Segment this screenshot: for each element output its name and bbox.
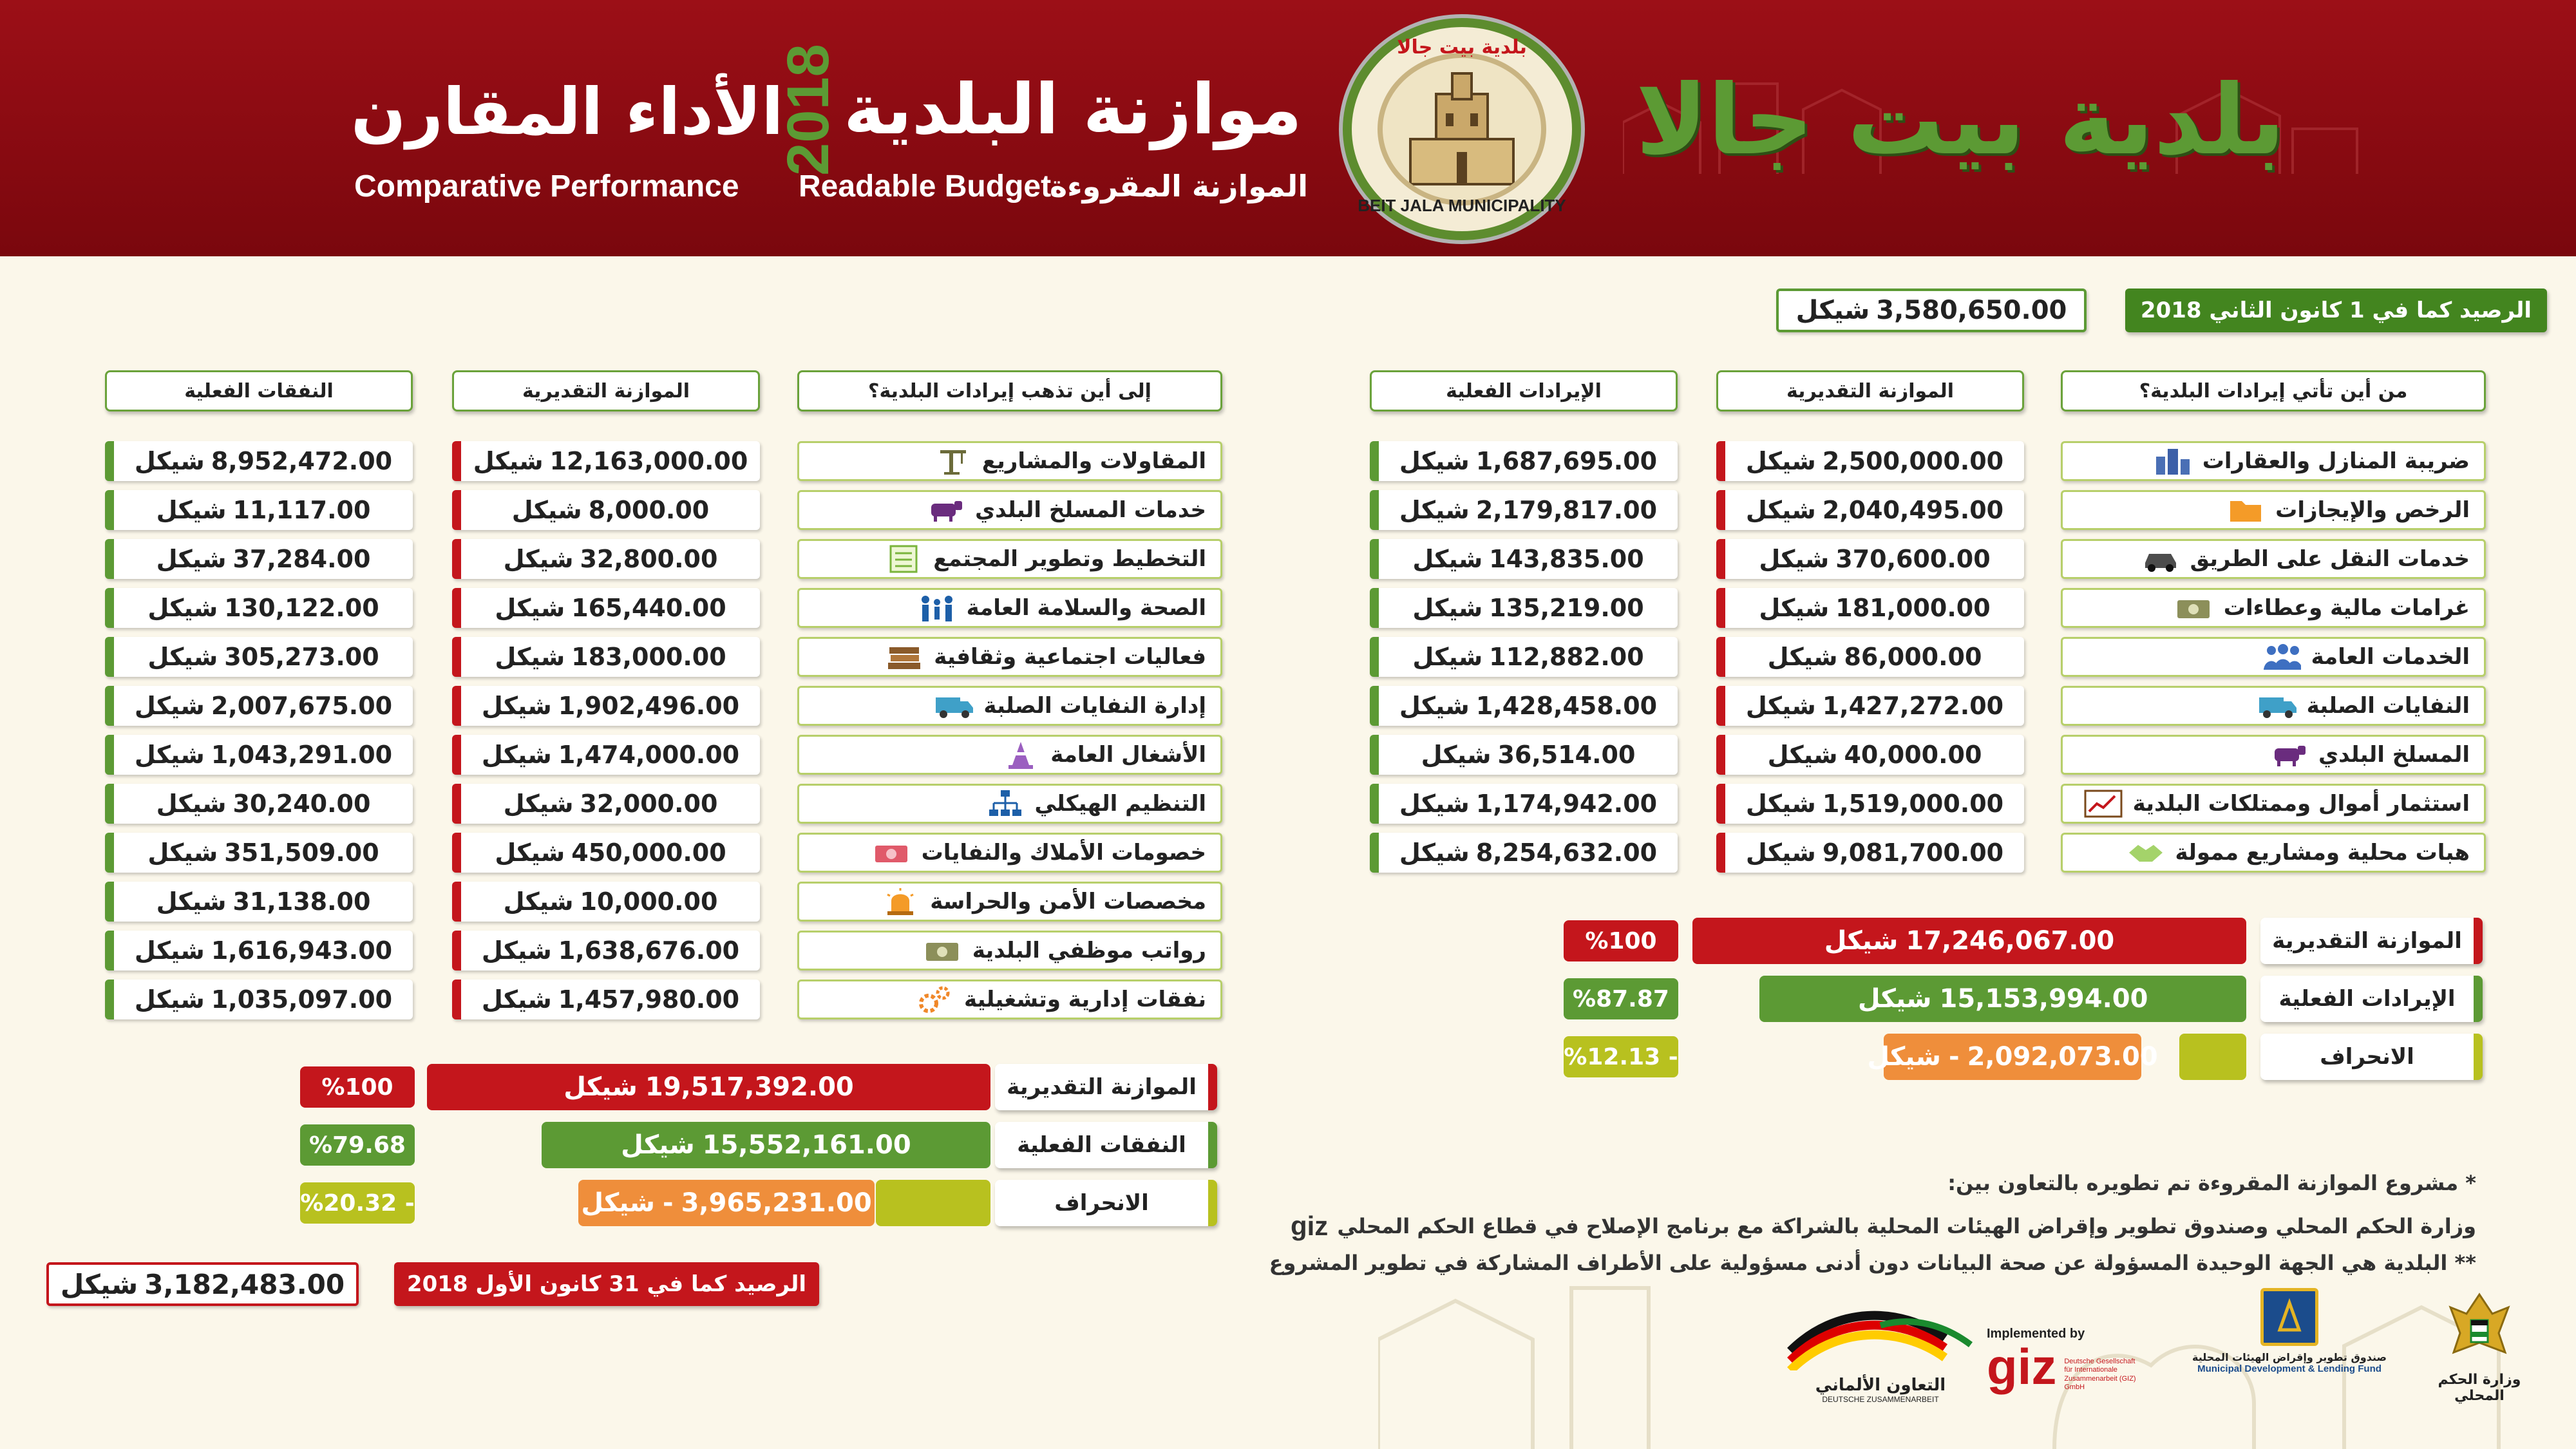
revenue-category-row [2061, 833, 2486, 873]
expense-summary-deviation-label: الانحراف [995, 1180, 1217, 1226]
readable-budget-ar: الموازنة المقروءة [1050, 169, 1309, 204]
expense-category-label: الأشغال العامة [1050, 742, 1206, 768]
revenue-summary-budget-bar: شيكل 17,246,067.00 [1692, 918, 2246, 964]
expense-budget-value: شيكل 1,902,496.00 [452, 686, 760, 726]
org-chart-icon [986, 790, 1025, 818]
revenue-category-row [2061, 686, 2486, 726]
expense-summary-deviation-bar [876, 1180, 990, 1226]
cone-icon [1001, 741, 1040, 769]
revenue-category-row [2061, 490, 2486, 530]
money-icon [873, 838, 911, 867]
revenue-actual-header: الإيرادات الفعلية [1370, 370, 1678, 412]
expense-category-row [797, 490, 1222, 530]
revenue-actual-value: شيكل 1,174,942.00 [1370, 784, 1678, 824]
expense-actual-value: شيكل 30,240.00 [105, 784, 413, 824]
revenue-budget-value: شيكل 2,040,495.00 [1716, 490, 2024, 530]
revenue-summary-actual-label: الإيرادات الفعلية [2260, 976, 2483, 1022]
expense-actual-value: شيكل 2,007,675.00 [105, 686, 413, 726]
expense-category-row [797, 735, 1222, 775]
expense-budget-pct: %100 [300, 1066, 415, 1108]
expense-category-label: التنظيم الهيكلي [1034, 791, 1206, 817]
expense-actual-value: شيكل 130,122.00 [105, 588, 413, 628]
revenue-category-header: من أين تأتي إيرادات البلدية؟ [2061, 370, 2486, 412]
revenue-actual-value: شيكل 143,835.00 [1370, 539, 1678, 579]
expense-actual-value: شيكل 37,284.00 [105, 539, 413, 579]
readable-budget-en: Readable Budget [799, 169, 1052, 204]
expense-category-label: خصومات الأملاك والنفايات [921, 840, 1206, 866]
revenue-category-row [2061, 441, 2486, 481]
cow-icon [2269, 741, 2308, 769]
revenue-budget-value: شيكل 370,600.00 [1716, 539, 2024, 579]
ministry-logo: وزارة الحكم المحلي [2415, 1288, 2544, 1410]
revenue-budget-value: شيكل 1,519,000.00 [1716, 784, 2024, 824]
expense-actual-value: شيكل 8,952,472.00 [105, 441, 413, 481]
year-badge: 2018 [775, 43, 841, 176]
folder-icon [2226, 496, 2265, 524]
expense-category-row [797, 931, 1222, 971]
expense-deviation-pct: %20.32 - [300, 1182, 415, 1224]
revenue-category-label: هبات محلية ومشاريع ممولة [2175, 840, 2470, 866]
buildings-icon [2154, 447, 2192, 475]
revenue-category-label: الرخص والإيجازات [2275, 497, 2470, 523]
village-outline-bottom [1378, 1262, 2576, 1449]
expense-summary-actual-bar: شيكل 15,552,161.00 [542, 1122, 990, 1168]
expense-budget-value: شيكل 8,000.00 [452, 490, 760, 530]
expense-summary-actual-label: النفقات الفعلية [995, 1122, 1217, 1168]
expense-category-row [797, 588, 1222, 628]
revenue-summary-budget-label: الموازنة التقديرية [2260, 918, 2483, 964]
revenue-category-label: استثمار أموال وممتلكات البلدية [2132, 791, 2470, 817]
revenue-category-label: ضريبة المنازل والعقارات [2202, 448, 2470, 474]
revenue-budget-value: شيكل 181,000.00 [1716, 588, 2024, 628]
revenue-actual-value: شيكل 36,514.00 [1370, 735, 1678, 775]
expense-category-row [797, 833, 1222, 873]
expense-summary-budget-bar: شيكل 19,517,392.00 [427, 1064, 990, 1110]
expense-category-label: التخطيط وتطوير المجتمع [933, 546, 1206, 572]
revenue-category-label: النفايات الصلبة [2306, 693, 2470, 719]
note-line-3: ** البلدية هي الجهة الوحيدة المسؤولة عن صحة البيانات دون أدنى مسؤولية على الأطراف المشاركة في تطوير المشروع [1269, 1251, 2476, 1275]
expense-budget-value: شيكل 450,000.00 [452, 833, 760, 873]
expense-budget-value: شيكل 183,000.00 [452, 637, 760, 677]
giz-logo: Implemented by giz Deutsche Gesellschaft für Internationale Zusammenarbeit (GIZ) GmbH [1987, 1327, 2136, 1395]
eagle-icon [2444, 1288, 2515, 1365]
revenue-summary-actual-bar: شيكل 15,153,994.00 [1759, 976, 2246, 1022]
expense-category-row [797, 882, 1222, 922]
cow-icon [926, 496, 965, 524]
books-icon [885, 643, 923, 671]
expense-actual-value: شيكل 351,509.00 [105, 833, 413, 873]
expense-category-label: مخصصات الأمن والحراسة [930, 889, 1206, 914]
expense-category-label: نفقات إدارية وتشغيلية [964, 987, 1206, 1012]
expense-actual-header: النفقات الفعلية [105, 370, 413, 412]
note-line-2: وزارة الحكم المحلي وصندوق تطوير وإقراض الهيئات المحلية بالشراكة مع برنامج الإصلاح في قطاع الحكم المحلي giz [1290, 1211, 2476, 1241]
revenue-deviation-pct: %12.13 - [1564, 1036, 1678, 1077]
church-icon [1397, 68, 1526, 191]
closing-balance-amount: شيكل 3,182,483.00 [46, 1262, 359, 1306]
revenue-category-label: المسلخ البلدي [2318, 742, 2470, 768]
expense-category-row [797, 441, 1222, 481]
expense-budget-value: شيكل 1,474,000.00 [452, 735, 760, 775]
expense-actual-pct: %79.68 [300, 1124, 415, 1166]
budget-title: موازنة البلدية [844, 70, 1302, 150]
chart-icon [2084, 790, 2123, 818]
closing-balance-label: الرصيد كما في 31 كانون الأول 2018 [394, 1262, 819, 1306]
expense-category-header: إلى أين تذهب إيرادات البلدية؟ [797, 370, 1222, 412]
revenue-category-row [2061, 539, 2486, 579]
truck-icon [934, 692, 973, 720]
mdlf-logo: صندوق تطوير وإقراض الهيئات المحلية Municipal Development & Lending Fund [2183, 1288, 2396, 1404]
seal-text-ar: بلدية بيت جالا [1397, 36, 1527, 59]
revenue-actual-value: شيكل 2,179,817.00 [1370, 490, 1678, 530]
opening-balance-amount: شيكل 3,580,650.00 [1776, 289, 2087, 332]
revenue-actual-value: شيكل 1,687,695.00 [1370, 441, 1678, 481]
expense-category-row [797, 980, 1222, 1019]
truck-icon [2258, 692, 2297, 720]
revenue-category-label: غرامات مالية وعطاءات [2223, 595, 2470, 621]
expense-actual-value: شيكل 31,138.00 [105, 882, 413, 922]
expense-category-row [797, 686, 1222, 726]
cash-icon [2175, 594, 2213, 622]
municipality-seal [1343, 18, 1581, 240]
comparative-title-en: Comparative Performance [354, 169, 739, 204]
revenue-summary-deviation-label: الانحراف [2260, 1034, 2483, 1080]
revenue-budget-value: شيكل 40,000.00 [1716, 735, 2024, 775]
expense-category-row [797, 784, 1222, 824]
expense-category-label: خدمات المسلخ البلدي [975, 497, 1206, 523]
expense-budget-value: شيكل 1,457,980.00 [452, 980, 760, 1019]
revenue-budget-value: شيكل 86,000.00 [1716, 637, 2024, 677]
expense-budget-value: شيكل 165,440.00 [452, 588, 760, 628]
expense-budget-value: شيكل 12,163,000.00 [452, 441, 760, 481]
expense-budget-value: شيكل 10,000.00 [452, 882, 760, 922]
revenue-actual-value: شيكل 135,219.00 [1370, 588, 1678, 628]
expense-category-label: الصحة والسلامة العامة [966, 595, 1206, 621]
expense-category-row [797, 637, 1222, 677]
revenue-category-row [2061, 588, 2486, 628]
cash-icon [923, 936, 962, 965]
opening-balance-label: الرصيد كما في 1 كانون الثاني 2018 [2125, 289, 2547, 332]
revenue-category-label: خدمات النقل على الطريق [2190, 546, 2470, 572]
expense-actual-value: شيكل 11,117.00 [105, 490, 413, 530]
expense-budget-header: الموازنة التقديرية [452, 370, 760, 412]
revenue-budget-value: شيكل 2,500,000.00 [1716, 441, 2024, 481]
revenue-actual-pct: %87.87 [1564, 978, 1678, 1019]
gears-icon [915, 985, 954, 1014]
expense-category-label: فعاليات اجتماعية وثقافية [934, 644, 1206, 670]
expense-summary-budget-label: الموازنة التقديرية [995, 1064, 1217, 1110]
expense-budget-value: شيكل 32,800.00 [452, 539, 760, 579]
expense-actual-value: شيكل 305,273.00 [105, 637, 413, 677]
revenue-actual-value: شيكل 8,254,632.00 [1370, 833, 1678, 873]
revenue-budget-value: شيكل 9,081,700.00 [1716, 833, 2024, 873]
mdlf-emblem-icon [2260, 1288, 2318, 1346]
note-line-1: * مشروع الموازنة المقروءة تم تطويره بالتعاون بين: [1947, 1171, 2476, 1195]
handshake-icon [2126, 838, 2165, 867]
revenue-category-label: الخدمات العامة [2311, 644, 2470, 670]
crane-icon [933, 447, 972, 475]
siren-icon [881, 887, 920, 916]
revenue-budget-value: شيكل 1,427,272.00 [1716, 686, 2024, 726]
seal-text-en: BEIT JALA MUNICIPALITY [1358, 196, 1566, 215]
family-icon [918, 594, 956, 622]
revenue-category-row [2061, 637, 2486, 677]
revenue-deviation-amount: شيكل - 2,092,073.00 [1884, 1034, 2141, 1080]
people-icon [2262, 643, 2301, 671]
expense-actual-value: شيكل 1,043,291.00 [105, 735, 413, 775]
german-cooperation-logo: التعاون الألماني DEUTSCHE ZUSAMMENARBEIT [1784, 1300, 1977, 1403]
municipality-title: بلدية بيت جالا [1636, 64, 2286, 176]
plan-icon [884, 545, 923, 573]
expense-category-label: رواتب موظفي البلدية [972, 938, 1206, 963]
revenue-category-row [2061, 735, 2486, 775]
revenue-budget-pct: %100 [1564, 920, 1678, 961]
revenue-summary-deviation-bar [2179, 1034, 2246, 1080]
expense-category-label: إدارة النفايات الصلبة [983, 693, 1206, 719]
revenue-category-row [2061, 784, 2486, 824]
car-icon [2141, 545, 2180, 573]
expense-actual-value: شيكل 1,616,943.00 [105, 931, 413, 971]
revenue-actual-value: شيكل 112,882.00 [1370, 637, 1678, 677]
expense-actual-value: شيكل 1,035,097.00 [105, 980, 413, 1019]
expense-budget-value: شيكل 1,638,676.00 [452, 931, 760, 971]
comparative-title-ar: الأداء المقارن [351, 74, 784, 149]
expense-deviation-amount: شيكل - 3,965,231.00 [578, 1180, 875, 1226]
expense-category-row [797, 539, 1222, 579]
revenue-actual-value: شيكل 1,428,458.00 [1370, 686, 1678, 726]
expense-budget-value: شيكل 32,000.00 [452, 784, 760, 824]
expense-category-label: المقاولات والمشاريع [981, 448, 1206, 474]
revenue-budget-header: الموازنة التقديرية [1716, 370, 2024, 412]
